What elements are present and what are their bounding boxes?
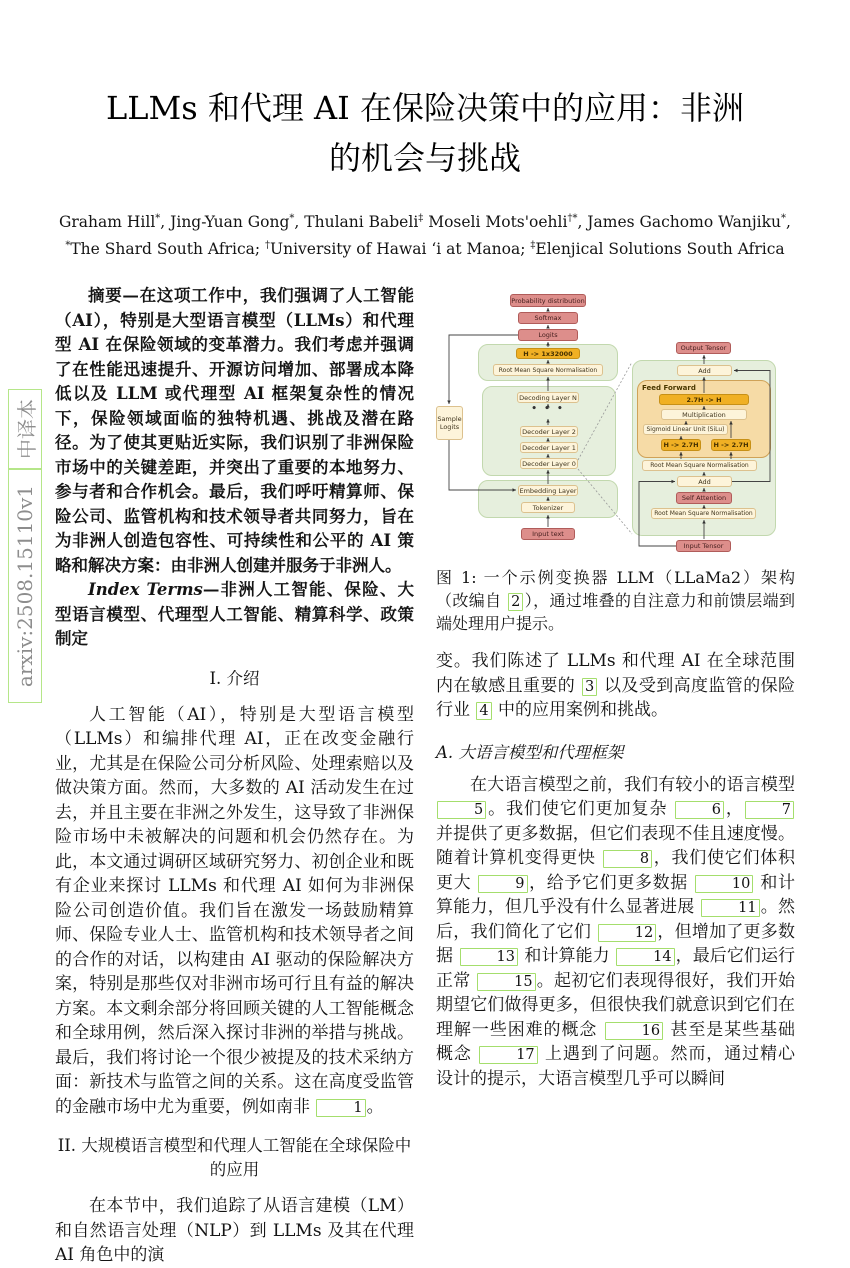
intro-paragraph: 人工智能（AI），特别是大型语言模型（LLMs）和编排代理 AI，正在改变金融行业，尤其是在保险公司分析风险、处理索赔以及做决策方面。然而，大多数的 AI 活动发生在过去，并且主要在非洲之外发生，这导致了非洲保险市场中未被解决的问题和机会仍然存在。为此，本文通过调研区域研究努力、初创企业和既有企业来探讨 LLMs 和代理 AI 如何为非洲保险公司创造价值。我们旨在激发一场鼓励精算师、保险专业人士、监管机构和技术领导者之间的合作的对话，以构建由 AI 驱动的保险解决方案，特别是那些仅对非洲市场可行且有益的解决方案。本文剩余部分将回顾关键的人工智能概念和全球用例，然后深入探讨非洲的举措与挑战。最后，我们将讨论一个很少被提及的技术采纳方面：新技术与监管之间的关系。这在高度受监管的金融市场中尤为重要，例如南非 1 。 [55,704,414,1117]
paper-title-line2: 的机会与挑战 [328,139,521,177]
subsection-a-heading: A. 大语言模型和代理框架 [436,742,624,762]
superscript-mark: †* [567,213,578,224]
rmsnorm-attention-node: Root Mean Square Normalisation [651,508,756,519]
rmsnorm-output-node: Root Mean Square Normalisation [493,364,603,376]
affiliation-line: *The Shard South Africa; †University of Hawai ʻi at Manoa; ‡Elenjical Solutions South Africa [65,240,785,259]
sample-logits-node: Sample Logits [436,406,463,440]
author-line: Graham Hill*, Jing-Yuan Gong*, Thulani Babeli‡ Moseli Mots'oehli†*, James Gachomo Wanjiku*, [59,213,791,232]
section-2-heading: II. 大规模语言模型和代理人工智能在全球保险中的应用 [57,1136,412,1179]
embedding-layer-node: Embedding Layer [519,486,577,495]
citation-link-17[interactable]: 17 [479,1046,537,1064]
superscript-mark: † [265,240,271,252]
continuation-paragraph: 变。我们陈述了 LLMs 和代理 AI 在全球范围内在敏感且重要的 3 以及受到高度监管的保险行业 4 中的应用案例和挑战。 [436,651,795,720]
arxiv-id-watermark [8,469,42,703]
self-attention-node: Self Attention [676,492,732,504]
decoder-layer-0-node: Decoder Layer 0 [520,458,578,469]
logits-node: Logits [518,329,578,341]
translation-watermark [8,389,42,469]
right-column [436,284,795,1268]
h-2.7h-left-node: H -> 2.7H [661,439,701,451]
author-block [0,207,850,261]
citation-link-15[interactable]: 15 [477,973,535,991]
multiplication-node: Multiplication [661,409,747,420]
rmsnorm-ff-node: Root Mean Square Normalisation [642,460,757,471]
input-text-node: Input text [521,528,575,540]
ff-projection-node: 2.7H -> H [659,394,749,405]
feed-forward-label: Feed Forward [642,383,696,392]
softmax-node: Softmax [518,312,578,324]
output-tensor-node: Output Tensor [676,342,731,354]
citation-link-12[interactable]: 12 [598,924,656,942]
superscript-mark: * [781,213,787,224]
citation-link-13[interactable]: 13 [460,948,518,966]
translation-label: 中译本 [14,399,39,459]
italic-text: Index Terms [88,580,203,599]
left-column [55,284,414,1268]
tokenizer-node: Tokenizer [521,502,575,513]
add-attention-node: Add [677,476,732,487]
figure-1-caption: 图 1: 一个示例变换器 LLM（LLaMa2）架构（改编自 2 ），通过堆叠的自注意力和前馈层端到端处理用户提示。 [436,568,795,633]
h-1x32000-node: H -> 1x32000 [516,348,580,359]
section-2-paragraph: 在本节中，我们追踪了从语言建模（LM）和自然语言处理（NLP）到 LLMs 及其在代理 AI 角色中的演 [55,1196,414,1265]
superscript-mark: * [289,213,295,224]
citation-link-16[interactable]: 16 [605,1022,663,1040]
decoder-layer-1-node: Decoder Layer 1 [520,442,578,453]
citation-link-3[interactable]: 3 [582,678,597,696]
arxiv-id-label: arxiv:2508.15110v1 [13,484,37,688]
decoding-layer-n-node: Decoding Layer N [517,392,579,403]
citation-link-10[interactable]: 10 [695,875,753,893]
section-1-heading: I. 介绍 [209,668,260,688]
two-column-body [55,284,795,1268]
citation-link-2[interactable]: 2 [508,593,523,611]
input-tensor-node: Input Tensor [676,540,731,552]
superscript-mark: ‡ [530,240,536,252]
citation-link-1[interactable]: 1 [316,1099,365,1117]
citation-link-11[interactable]: 11 [701,899,759,917]
subsection-a-paragraph: 在大语言模型之前，我们有较小的语言模型 5 。我们使它们更加复杂 6 ， 7 并提供了更多数据，但它们表现不佳且速度慢。随着计算机变得更快 8 ，我们使它们体积更大 9 ，给予它们更多数据 10 和计算能力，但几乎没有什么显著进展 11 。然后，我们简化了它们 12 ，但增加了更多数据 13 和计算能力 14 ，最后它们运行正常 15 。起初它们表现得很好，我们开始期望它们做得更多，但很快我们就意识到它们在理解一些困难的概念 16 甚至是某些基础概念 17 上遇到了问题。然而，通过精心设计的提示，大语言模型几乎可以瞬间 [436,774,796,1089]
paper-title-line1: LLMs 和代理 AI 在保险决策中的应用：非洲 [106,89,744,127]
paper-title [0,83,850,183]
citation-link-9[interactable]: 9 [478,875,527,893]
citation-link-5[interactable]: 5 [437,801,486,819]
h-2.7h-right-node: H -> 2.7H [711,439,751,451]
index-terms-paragraph: Index Terms—非洲人工智能、保险、大型语言模型、代理型人工智能、精算科学、政策制定 [55,580,415,648]
superscript-mark: ‡ [418,213,424,224]
abstract-paragraph: 摘要—在这项工作中，我们强调了人工智能（AI），特别是大型语言模型（LLMs）和代理型 AI 在保险领域的变革潜力。我们考虑并强调了在性能迅速提升、开源访问增加、部署成本降低以及 LLM 或代理型 AI 框架复杂性的情况下，保险领域面临的独特机遇、挑战及潜在路径。为了使其更贴近实际，我们识别了非洲保险市场中的关键差距，并突出了重要的本地努力、参与者和合作机会。最后，我们呼吁精算师、保险公司、监管机构和技术领导者共同努力，旨在为非洲人创造包容性、可持续性和公平的 AI 策略和解决方案：由非洲人创建并服务于非洲人。 [55,286,414,575]
citation-link-7[interactable]: 7 [745,801,794,819]
citation-link-14[interactable]: 14 [616,948,674,966]
superscript-mark: * [155,213,161,224]
citation-link-8[interactable]: 8 [603,850,652,868]
decoder-layer-2-node: Decoder Layer 2 [520,426,578,437]
superscript-mark: * [65,240,71,252]
figure-1-diagram [436,288,778,556]
probability-distribution-node: Probability distribution [510,294,586,307]
add-output-node: Add [677,365,732,376]
citation-link-6[interactable]: 6 [675,801,724,819]
silu-node: Sigmoid Linear Unit (SiLu) [643,424,728,435]
citation-link-4[interactable]: 4 [476,702,491,720]
ellipsis-dots: • • • [531,404,565,414]
